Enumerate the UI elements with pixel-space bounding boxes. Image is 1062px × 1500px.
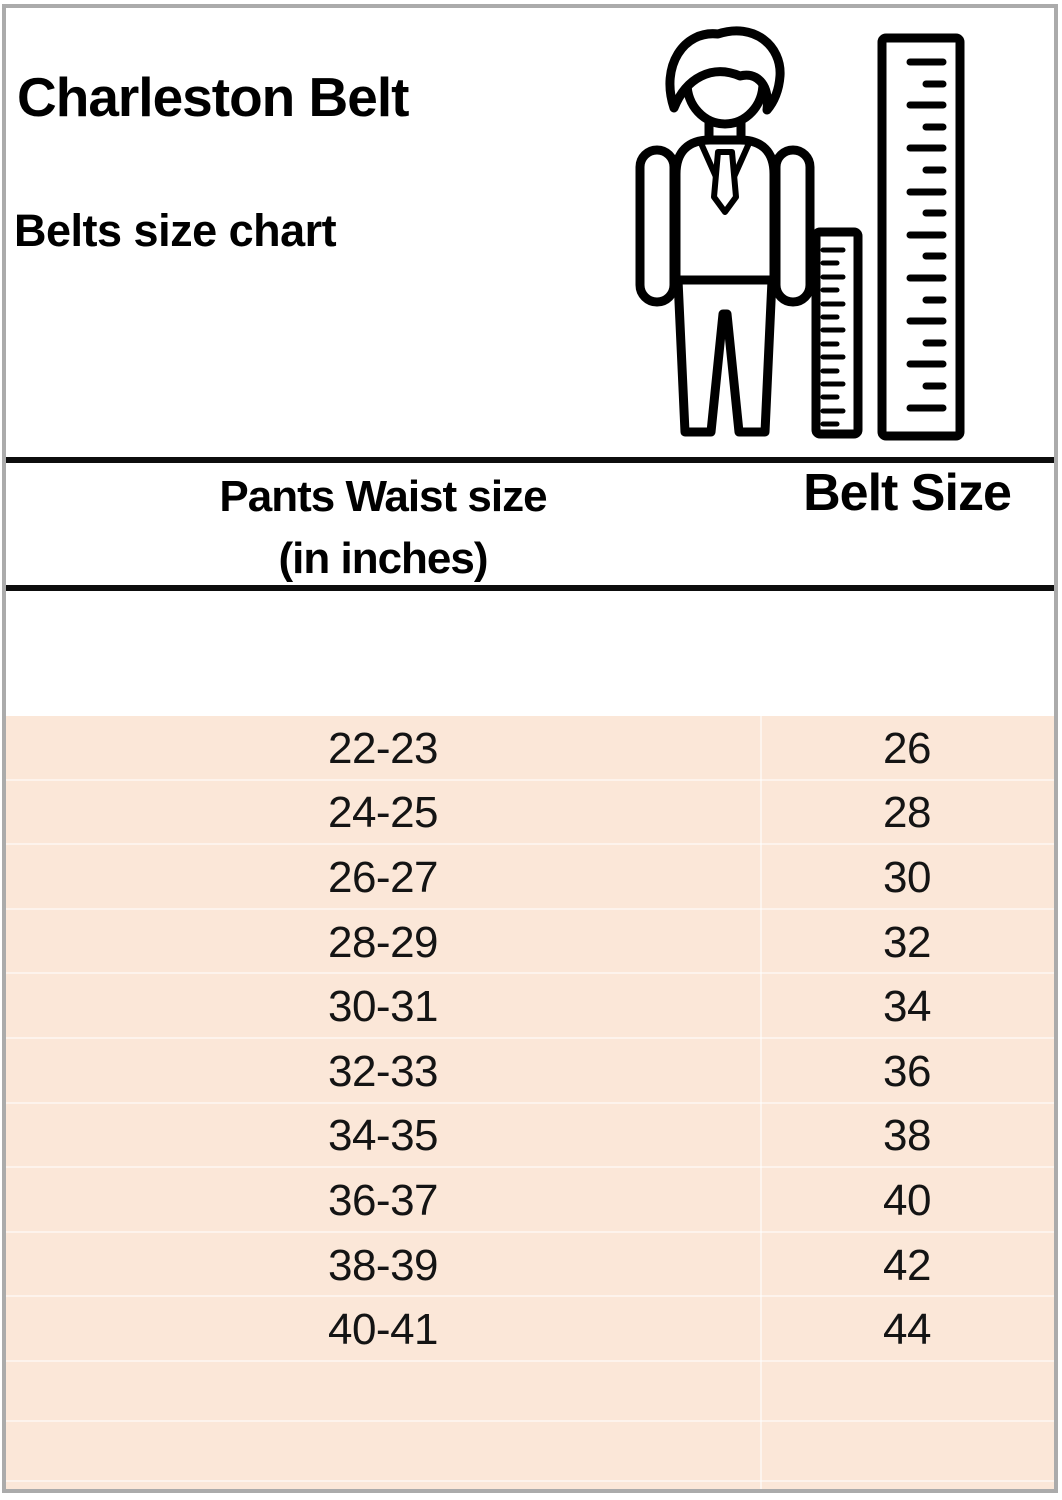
belt-size-cell: 40 <box>883 1175 931 1225</box>
belt-size-cell: 30 <box>883 852 931 902</box>
belt-size-cell: 32 <box>883 917 931 967</box>
column-header-waist-line2: (in inches) <box>278 534 488 583</box>
table-row <box>6 974 1054 1039</box>
waist-size-cell: 36-37 <box>327 1175 439 1225</box>
belt-size-cell: 44 <box>883 1305 931 1355</box>
table-row <box>6 1297 1054 1362</box>
empty-table-row <box>6 1362 1054 1422</box>
waist-size-cell: 40-41 <box>327 1305 439 1355</box>
column-header-waist-size <box>6 466 760 590</box>
table-row <box>6 1039 1054 1104</box>
waist-size-cell: 38-39 <box>327 1240 439 1290</box>
table-row <box>6 845 1054 910</box>
column-header-belt-size: Belt Size <box>803 464 1011 522</box>
page-subtitle: Belts size chart <box>14 205 337 256</box>
table-row <box>6 1233 1054 1298</box>
waist-size-cell: 28-29 <box>327 917 439 967</box>
waist-size-cell: 22-23 <box>327 723 439 773</box>
table-row <box>6 910 1054 975</box>
size-table-body <box>6 716 1054 1489</box>
belt-size-cell: 36 <box>883 1046 931 1096</box>
person-with-measuring-rulers-icon <box>612 22 978 446</box>
table-row <box>6 781 1054 846</box>
page-title: Charleston Belt <box>17 66 409 128</box>
empty-table-row <box>6 1422 1054 1482</box>
waist-size-cell: 26-27 <box>327 852 439 902</box>
waist-size-cell: 32-33 <box>327 1046 439 1096</box>
belt-size-cell: 42 <box>883 1240 931 1290</box>
waist-size-cell: 34-35 <box>327 1111 439 1161</box>
column-separator <box>760 716 762 1489</box>
belt-size-cell: 34 <box>883 982 931 1032</box>
header-bottom-rule <box>6 585 1054 591</box>
table-row <box>6 716 1054 781</box>
column-header-waist-line1: Pants Waist size <box>219 472 547 521</box>
table-row <box>6 1104 1054 1169</box>
belt-size-cell: 26 <box>883 723 931 773</box>
waist-size-cell: 24-25 <box>327 788 439 838</box>
table-row <box>6 1168 1054 1233</box>
waist-size-cell: 30-31 <box>327 982 439 1032</box>
belt-size-cell: 38 <box>883 1111 931 1161</box>
belt-size-cell: 28 <box>883 788 931 838</box>
